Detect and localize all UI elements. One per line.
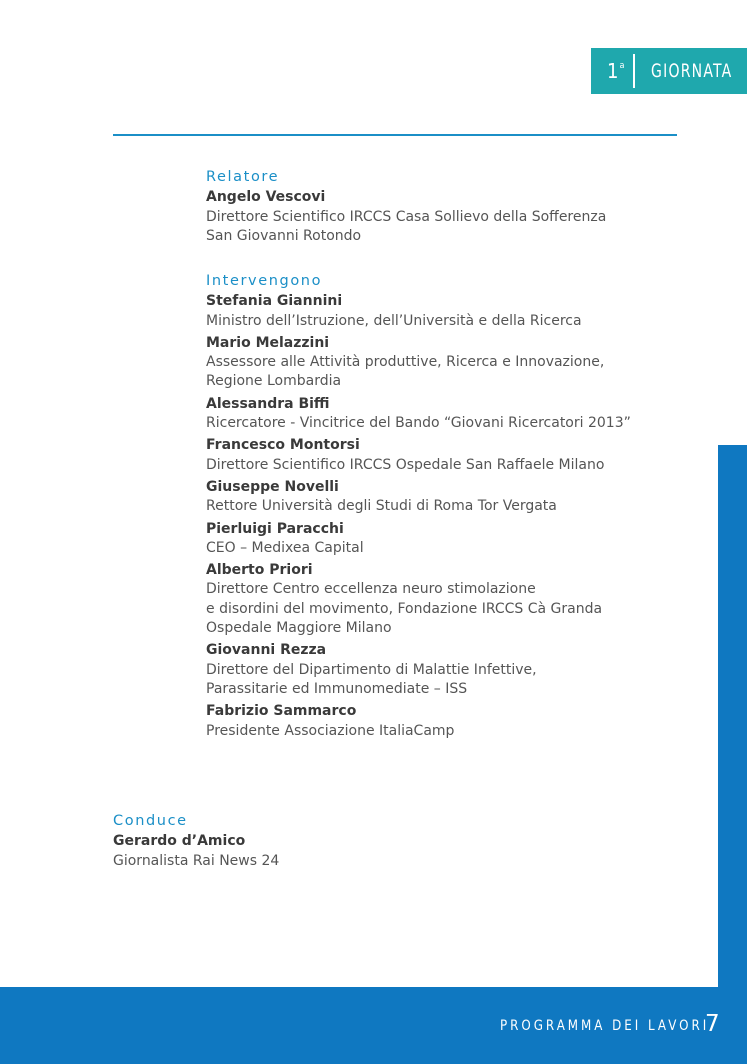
speaker-name: Stefania Giannini [206, 293, 343, 310]
speaker-role-line: Ricercatore - Vincitrice del Bando “Giovani Ricercatori 2013” [206, 415, 631, 432]
speaker-role-line: e disordini del movimento, Fondazione IRCCS Cà Granda [206, 600, 603, 617]
intervengono-heading: Intervengono [206, 273, 323, 289]
speaker-name: Alberto Priori [206, 562, 313, 579]
conduce-section [113, 812, 593, 871]
speaker-entry [206, 436, 686, 475]
speaker-entry [206, 702, 686, 741]
conduce-heading: Conduce [113, 813, 188, 829]
speaker-entry [206, 478, 686, 517]
speaker-role-line: Presidente Associazione ItaliaCamp [206, 722, 455, 739]
page-number: 7 [705, 1011, 720, 1037]
speaker-role-line: Ospedale Maggiore Milano [206, 620, 392, 637]
speaker-role-line: Parassitarie ed Immunomediate – ISS [206, 680, 468, 697]
speaker-role-line: Direttore Scientifico IRCCS Ospedale San Raffaele Milano [206, 456, 605, 473]
speaker-name: Alessandra Biffi [206, 395, 330, 412]
speaker-name: Giovanni Rezza [206, 642, 327, 659]
speaker-role-line: Direttore Centro eccellenza neuro stimolazione [206, 581, 536, 598]
relatore-role-line: San Giovanni Rotondo [206, 227, 362, 244]
speaker-role-line: Ministro dell’Istruzione, dell’Università e della Ricerca [206, 312, 582, 329]
day-number: 1$^a$ [607, 59, 625, 83]
day-badge [591, 48, 747, 94]
top-rule [113, 134, 677, 136]
speaker-role-line: CEO – Medixea Capital [206, 539, 364, 556]
footer-label: PROGRAMMA DEI LAVORI [500, 1018, 710, 1034]
speaker-entry [206, 520, 686, 559]
speaker-entry [206, 395, 686, 434]
relatore-role-line: Direttore Scientifico IRCCS Casa Sollievo della Sofferenza [206, 208, 607, 225]
speaker-name: Francesco Montorsi [206, 437, 360, 454]
conduce-name: Gerardo d’Amico [113, 833, 246, 850]
speaker-role-line: Regione Lombardia [206, 373, 342, 390]
speaker-role-line: Direttore del Dipartimento di Malattie Infettive, [206, 661, 537, 678]
day-word: GIORNATA [651, 60, 733, 82]
intervengono-section [206, 272, 686, 744]
relatore-heading: Relatore [206, 169, 280, 185]
speaker-name: Pierluigi Paracchi [206, 520, 344, 537]
speaker-list [206, 292, 686, 741]
relatore-section [206, 168, 686, 246]
conduce-role: Giornalista Rai News 24 [113, 852, 280, 869]
relatore-name: Angelo Vescovi [206, 189, 326, 206]
side-color-band [718, 445, 747, 1005]
speaker-entry [206, 641, 686, 699]
speaker-entry [206, 561, 686, 638]
badge-divider [633, 54, 635, 88]
speaker-name: Fabrizio Sammarco [206, 703, 357, 720]
speaker-name: Giuseppe Novelli [206, 478, 339, 495]
day-suffix: a [619, 61, 625, 71]
speaker-entry [206, 334, 686, 392]
speaker-role-line: Assessore alle Attività produttive, Ricerca e Innovazione, [206, 354, 605, 371]
speaker-name: Mario Melazzini [206, 334, 330, 351]
speaker-role-line: Rettore Università degli Studi di Roma Tor Vergata [206, 498, 557, 515]
speaker-entry [206, 292, 686, 331]
